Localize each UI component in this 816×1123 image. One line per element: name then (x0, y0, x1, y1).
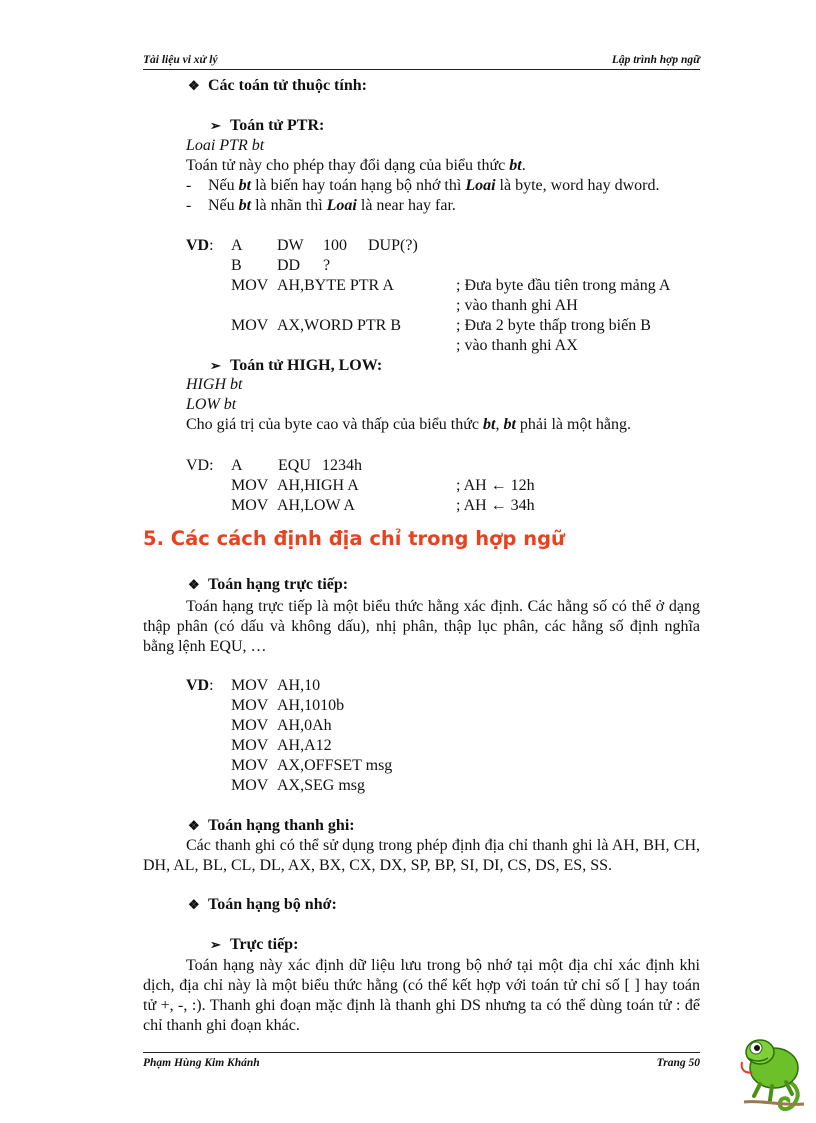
section-heading: 5. Các cách định địa chỉ trong hợp ngữ (143, 527, 565, 550)
code-cell: AX,OFFSET msg (277, 757, 393, 774)
code-comment: ; AH ← 34h (456, 497, 535, 514)
heading-register-operand: ❖ Toán hạng thanh ghi: (188, 817, 355, 834)
code-cell: DW (277, 237, 304, 254)
code-cell: A (231, 457, 243, 474)
heading-immediate-operand: ❖ Toán hạng trực tiếp: (188, 576, 349, 593)
code-cell: DD (277, 257, 301, 274)
code-comment: ; vào thanh ghi AH (456, 297, 578, 314)
footer-author: Phạm Hùng Kim Khánh (143, 1057, 260, 1069)
chameleon-mascot-icon (738, 1022, 810, 1118)
heading-ptr: ➢ Toán tử PTR: (210, 117, 325, 134)
arrow-bullet-icon: ➢ (210, 358, 221, 373)
code-cell: AX,WORD PTR B (277, 317, 402, 334)
ptr-syntax: Loai PTR bt (186, 137, 265, 154)
code-cell: AH,10 (277, 677, 321, 694)
code-cell: 1234h (322, 457, 362, 474)
high-low-example-label: VD: (186, 457, 214, 474)
code-cell: AH,LOW A (277, 497, 355, 514)
header-right: Lập trình hợp ngữ (611, 54, 700, 66)
ptr-description: Toán tử này cho phép thay đổi dạng của biểu thức bt. (186, 157, 526, 174)
code-comment: ; vào thanh ghi AX (456, 337, 578, 354)
code-comment: ; Đưa 2 byte thấp trong biến B (456, 317, 651, 334)
high-low-description: Cho giá trị của byte cao và thấp của biểu thức bt, bt phải là một hằng. (186, 416, 632, 433)
ptr-bullet-2: - Nếu bt là nhãn thì Loai là near hay far. (186, 197, 456, 214)
code-cell: AH,1010b (277, 697, 345, 714)
code-cell: B (231, 257, 242, 274)
low-syntax: LOW bt (186, 396, 237, 413)
heading-high-low: ➢ Toán tử HIGH, LOW: (210, 357, 383, 374)
ptr-example-label: VD: (186, 237, 214, 254)
code-cell: MOV (231, 277, 269, 294)
footer-rule (143, 1052, 700, 1053)
immediate-example-label: VD: (186, 677, 214, 694)
page-number: Trang 50 (656, 1057, 700, 1069)
code-cell: EQU (278, 457, 311, 474)
memory-direct-paragraph: Toán hạng này xác định dữ liệu lưu trong bộ nhớ tại một địa chỉ xác định khi dịch, địa chỉ này là một biểu thức hằng (có thể kết hợp với toán tử chỉ số [ ] hay toán tử +, -, :). Thanh ghi đoạn mặc định là thanh ghi DS nhưng ta có thể dùng toán tử : để chỉ thanh ghi đoạn khác. (143, 957, 700, 1034)
code-cell: MOV (231, 697, 269, 714)
heading-direct: ➢ Trực tiếp: (210, 936, 299, 953)
heading-attribute-operators: ❖ Các toán tử thuộc tính: (188, 77, 367, 94)
code-cell: MOV (231, 777, 269, 794)
code-cell: MOV (231, 477, 269, 494)
code-cell: 100 (323, 237, 347, 254)
code-cell: MOV (231, 757, 269, 774)
code-comment: ; Đưa byte đầu tiên trong mảng A (456, 277, 671, 294)
diamond-bullet-icon: ❖ (188, 818, 200, 833)
header-left: Tài liệu vi xử lý (143, 54, 218, 66)
code-cell: A (231, 237, 243, 254)
code-cell: MOV (231, 317, 269, 334)
high-syntax: HIGH bt (186, 376, 243, 393)
code-cell: DUP(?) (368, 237, 418, 254)
arrow-bullet-icon: ➢ (210, 937, 221, 952)
code-cell: AH,0Ah (277, 717, 332, 734)
code-cell: ? (323, 257, 331, 274)
code-cell: MOV (231, 497, 269, 514)
code-comment: ; AH ← 12h (456, 477, 535, 494)
diamond-bullet-icon: ❖ (188, 897, 200, 912)
immediate-paragraph: Toán hạng trực tiếp là một biểu thức hằng xác định. Các hằng số có thể ở dạng thập phân (có dấu và không dấu), nhị phân, thập lục phân, các hằng số định nghĩa bằng lệnh EQU, … (143, 598, 700, 655)
code-cell: MOV (231, 737, 269, 754)
code-cell: AH,HIGH A (277, 477, 359, 494)
code-cell: AH,BYTE PTR A (277, 277, 394, 294)
header-rule (143, 69, 700, 70)
code-cell: AX,SEG msg (277, 777, 366, 794)
code-cell: MOV (231, 717, 269, 734)
ptr-bullet-1: - Nếu bt là biến hay toán hạng bộ nhớ thì Loai là byte, word hay dword. (186, 177, 660, 194)
code-cell: AH,A12 (277, 737, 332, 754)
arrow-bullet-icon: ➢ (210, 118, 221, 133)
register-paragraph: Các thanh ghi có thể sử dụng trong phép định địa chỉ thanh ghi là AH, BH, CH, DH, AL, BL, CL, DL, AX, BX, CX, DX, SP, BP, SI, DI, CS, DS, ES, SS. (143, 837, 700, 874)
heading-memory-operand: ❖ Toán hạng bộ nhớ: (188, 896, 337, 913)
code-cell: MOV (231, 677, 269, 694)
diamond-bullet-icon: ❖ (188, 577, 200, 592)
diamond-bullet-icon: ❖ (188, 78, 200, 93)
